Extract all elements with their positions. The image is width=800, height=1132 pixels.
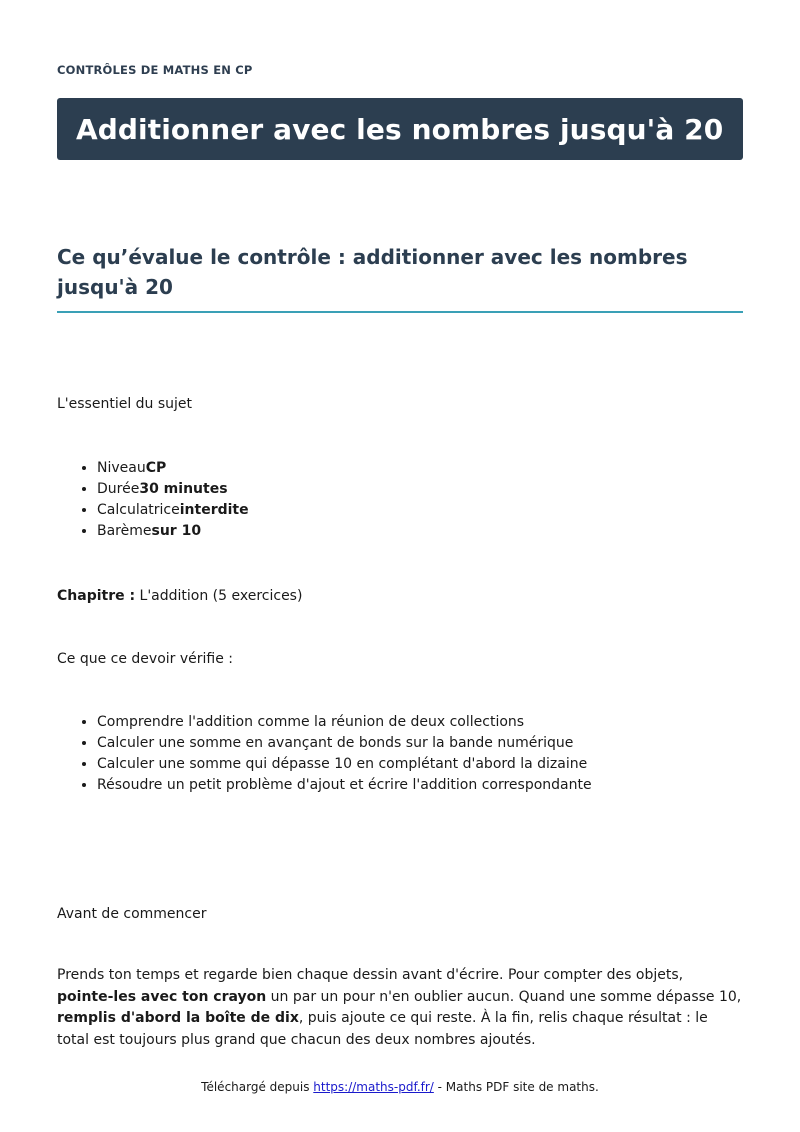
list-item: • Calculer une somme en avançant de bonds sur la bande numérique [97,733,592,754]
list-item [97,458,249,479]
checks-label: Ce que ce devoir vérifie : [57,651,234,667]
list-item [97,479,249,500]
before-text-2: un par un pour n'en oublier aucun. Quand une somme dépasse 10, [266,988,742,1005]
section-title: Ce qu’évalue le contrôle : additionner avec les nombres jusqu'à 20 [57,245,688,299]
title-banner [57,98,743,160]
section-heading [57,242,743,313]
footer-link[interactable]: https://maths-pdf.fr/ [313,1080,434,1094]
list-item [97,500,249,521]
essential-value: 30 minutes [139,481,228,497]
essential-value: CP [145,460,167,476]
essential-value: interdite [179,502,249,518]
before-paragraph [57,965,743,1051]
chapter-label: Chapitre : [57,588,136,604]
overline-label: CONTRÔLES DE MATHS EN CP [57,63,253,77]
essential-value: sur 10 [151,523,202,539]
before-label: Avant de commencer [57,906,207,922]
essential-label: Barème [97,523,152,539]
footer-prefix: Téléchargé depuis [201,1080,314,1094]
checks-list [57,712,592,796]
list-item [97,521,249,542]
before-text-1: Prends ton temps et regarde bien chaque dessin avant d'écrire. Pour compter des objets, [57,967,684,983]
footer-suffix: - Maths PDF site de maths. [433,1080,599,1094]
before-bold-1: pointe-les avec ton crayon [57,988,267,1005]
list-item: • Comprendre l'addition comme la réunion de deux collections [97,712,592,733]
essential-label: Niveau [97,460,146,476]
chapter-value: L'addition (5 exercices) [135,588,303,604]
essential-label: Durée [97,481,140,497]
list-item: • Calculer une somme qui dépasse 10 en complétant d'abord la dizaine [97,754,592,775]
essentials-label: L'essentiel du sujet [57,396,193,412]
page-title: Additionner avec les nombres jusqu'à 20 [76,112,724,146]
footer [0,1080,800,1094]
before-bold-2: remplis d'abord la boîte de dix [57,1010,299,1026]
essential-label: Calculatrice [97,502,180,518]
essentials-list [57,458,249,542]
before-text-3: , puis ajoute ce qui reste. À la fin, relis chaque résultat : le total est toujours plus grand que chacun des deux nombres ajoutés. [57,1010,708,1048]
list-item: • Résoudre un petit problème d'ajout et écrire l'addition correspondante [97,775,592,796]
chapter-line [57,586,302,607]
